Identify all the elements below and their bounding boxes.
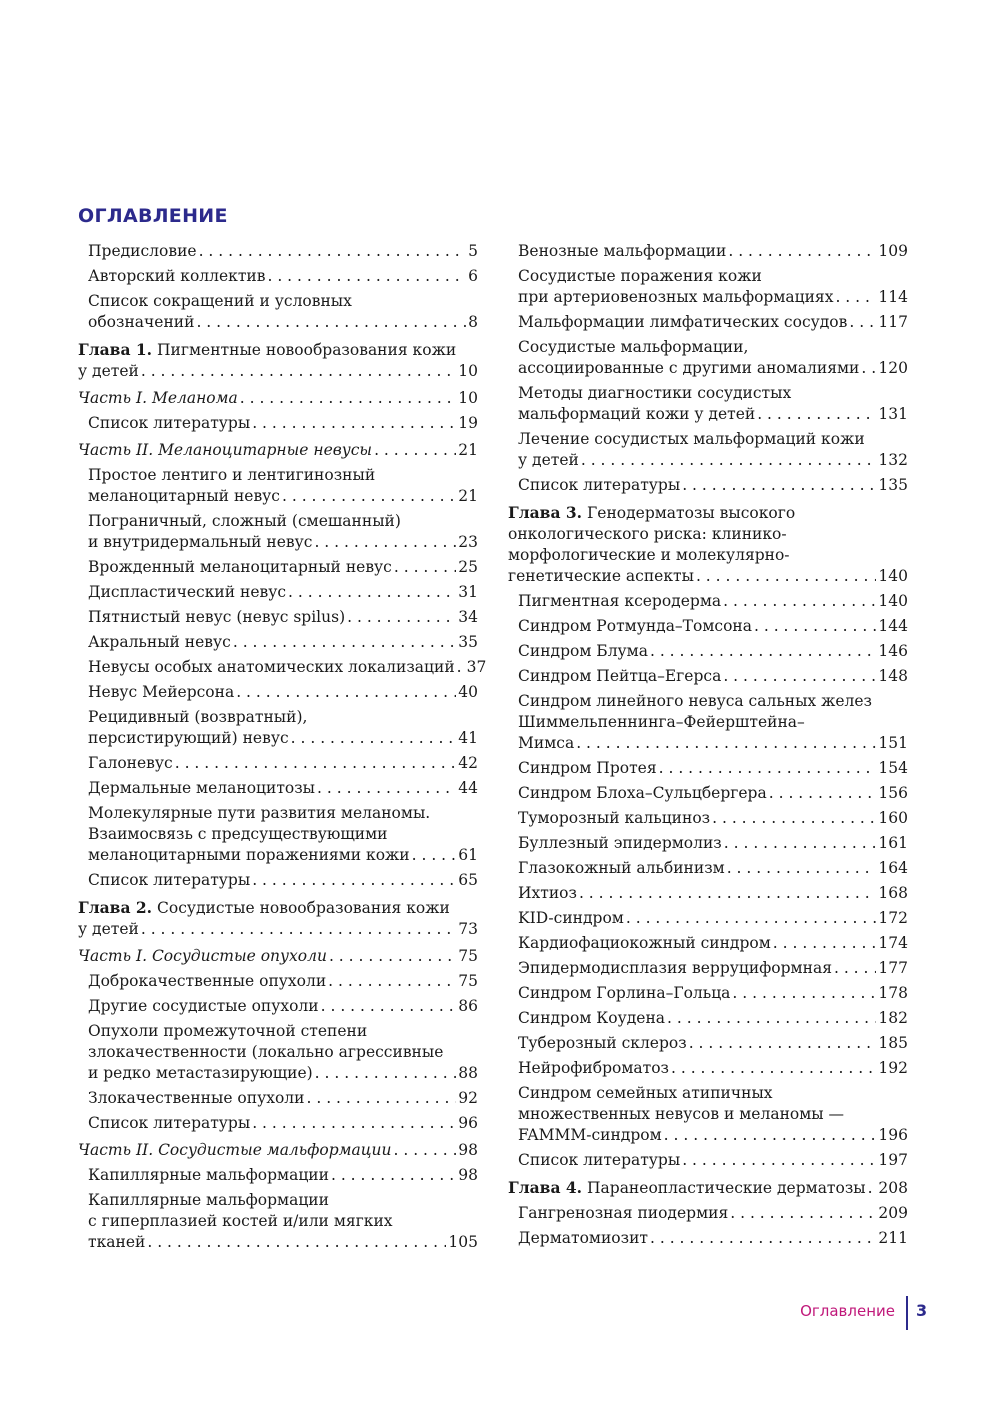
toc-entry[interactable] — [508, 241, 908, 262]
toc-entry[interactable] — [78, 465, 478, 507]
dot-leader — [712, 808, 876, 829]
toc-entry[interactable] — [78, 803, 478, 866]
dot-leader — [252, 870, 456, 891]
dot-leader — [754, 616, 876, 637]
toc-page-number: 135 — [878, 476, 908, 494]
toc-page-number: 192 — [878, 1059, 908, 1077]
toc-entry[interactable] — [508, 383, 908, 425]
toc-column-right — [508, 241, 908, 1253]
toc-entry[interactable] — [78, 971, 478, 992]
toc-page-number: 88 — [458, 1064, 478, 1082]
toc-page-number: 211 — [878, 1229, 908, 1247]
dot-leader — [306, 1088, 456, 1109]
toc-entry-text: Молекулярные пути развития меланомы. — [88, 804, 431, 822]
dot-leader — [626, 908, 877, 929]
toc-entry[interactable] — [508, 266, 908, 308]
toc-entry-text: Синдром Протея — [518, 759, 657, 777]
toc-page-number: 177 — [878, 959, 908, 977]
toc-entry-text: Список литературы — [518, 1151, 681, 1169]
dot-leader — [141, 919, 456, 940]
toc-entry-text: Часть I. Сосудистые опухоли — [78, 947, 327, 965]
toc-entry[interactable] — [508, 429, 908, 471]
toc-entry-text: Диспластический невус — [88, 583, 287, 601]
toc-entry-text: Синдром Ротмунда–Томсона — [518, 617, 752, 635]
toc-entry-text: Авторский коллектив — [88, 267, 266, 285]
toc-page-number: 8 — [468, 313, 478, 331]
toc-entry[interactable] — [78, 996, 478, 1017]
toc-entry-text: у детей — [78, 920, 139, 938]
toc-entry-text: Синдром Пейтца–Егерса — [518, 667, 722, 685]
toc-page-number: 65 — [458, 871, 478, 889]
toc-entry[interactable] — [78, 557, 478, 578]
toc-page-number: 140 — [878, 592, 908, 610]
dot-leader — [834, 958, 876, 979]
toc-entry[interactable] — [508, 691, 908, 754]
toc-entry-text: Капиллярные мальформации — [88, 1166, 329, 1184]
toc-entry-text: Список сокращений и условных — [88, 292, 352, 310]
toc-entry-text: Список литературы — [518, 476, 681, 494]
dot-leader — [732, 983, 876, 1004]
toc-page-number: 5 — [468, 242, 478, 260]
toc-entry[interactable] — [78, 266, 478, 287]
toc-entry[interactable] — [508, 908, 908, 929]
toc-entry[interactable] — [78, 870, 478, 891]
toc-entry[interactable] — [78, 607, 478, 628]
dot-leader — [374, 440, 456, 461]
dot-leader — [196, 312, 466, 333]
toc-entry-text: FAMMM-синдром — [518, 1126, 662, 1144]
toc-entry[interactable] — [78, 707, 478, 749]
dot-leader — [861, 358, 876, 379]
toc-entry-text: Эпидермодисплазия верруциформная — [518, 959, 832, 977]
dot-leader — [291, 728, 457, 749]
toc-entry[interactable] — [508, 1083, 908, 1146]
toc-entry-text: Дерматомиозит — [518, 1229, 648, 1247]
dot-leader — [581, 450, 877, 471]
toc-entry[interactable] — [508, 958, 908, 979]
toc-entry[interactable] — [78, 291, 478, 333]
dot-leader — [412, 845, 457, 866]
toc-entry[interactable] — [508, 758, 908, 779]
toc-entry-text: Лечение сосудистых мальформаций кожи — [518, 430, 865, 448]
toc-entry[interactable] — [508, 1203, 908, 1224]
dot-leader — [315, 1063, 457, 1084]
toc-entry[interactable] — [78, 241, 478, 262]
toc-page-number: 86 — [458, 997, 478, 1015]
dot-leader — [321, 996, 457, 1017]
toc-entry-text: и внутридермальный невус — [88, 533, 313, 551]
toc-entry-text: Пятнистый невус (невус spilus) — [88, 608, 346, 626]
toc-entry-text: Мимса — [518, 734, 575, 752]
toc-page-number: 19 — [458, 414, 478, 432]
toc-entry[interactable] — [508, 1058, 908, 1079]
toc-entry-text: Туберозный склероз — [518, 1034, 687, 1052]
toc-entry[interactable] — [508, 641, 908, 662]
toc-entry-text: у детей — [78, 362, 139, 380]
toc-entry-text: Часть II. Сосудистые мальформации — [78, 1141, 392, 1159]
toc-entry-text: с гиперплазией костей и/или мягких — [88, 1212, 393, 1230]
toc-page-number: 23 — [458, 533, 478, 551]
toc-entry[interactable] — [78, 1190, 478, 1253]
toc-page-number: 75 — [458, 947, 478, 965]
toc-entry-text: Врожденный меланоцитарный невус — [88, 558, 392, 576]
dot-leader — [252, 1113, 456, 1134]
toc-page-number: 146 — [878, 642, 908, 660]
toc-part-entry[interactable] — [78, 440, 478, 461]
dot-leader — [394, 557, 456, 578]
toc-entry-text: Шиммельпеннинга–Фейерштейна– — [518, 713, 805, 731]
dot-leader — [288, 582, 456, 603]
toc-entry[interactable] — [508, 933, 908, 954]
toc-entry-text: Доброкачественные опухоли — [88, 972, 327, 990]
dot-leader — [667, 1008, 876, 1029]
toc-entry-text: Пограничный, сложный (смешанный) — [88, 512, 401, 530]
toc-entry[interactable] — [508, 858, 908, 879]
dot-leader — [175, 753, 457, 774]
dot-leader — [328, 971, 456, 992]
dot-leader — [576, 733, 876, 754]
toc-entry-text: Буллезный эпидермолиз — [518, 834, 722, 852]
toc-page-number: 208 — [878, 1179, 908, 1197]
toc-page-number: 31 — [458, 583, 478, 601]
toc-page-number: 182 — [878, 1009, 908, 1027]
toc-page-number: 114 — [878, 288, 908, 306]
toc-page-number: 154 — [878, 759, 908, 777]
toc-page-number: 96 — [458, 1114, 478, 1132]
toc-entry[interactable] — [508, 1228, 908, 1249]
toc-page-number: 6 — [468, 267, 478, 285]
toc-entry-text: ассоциированные с другими аномалиями — [518, 359, 860, 377]
toc-entry-text: Глава 2. Сосудистые новообразования кожи — [78, 898, 450, 917]
dot-leader — [724, 833, 877, 854]
toc-page-number: 109 — [878, 242, 908, 260]
toc-entry-text: Глава 4. Паранеопластические дерматозы — [508, 1178, 866, 1197]
toc-entry[interactable] — [508, 666, 908, 687]
dot-leader — [347, 607, 456, 628]
toc-entry-text: Список литературы — [88, 1114, 251, 1132]
toc-page-number: 132 — [878, 451, 908, 469]
dot-leader — [723, 591, 876, 612]
dot-leader — [650, 641, 876, 662]
toc-entry[interactable] — [78, 778, 478, 799]
dot-leader — [252, 413, 456, 434]
footer-section-label: Оглавление — [800, 1302, 895, 1320]
toc-entry[interactable] — [78, 682, 478, 703]
toc-entry[interactable] — [78, 1113, 478, 1134]
toc-page-number: 168 — [878, 884, 908, 902]
toc-page-number: 120 — [878, 359, 908, 377]
toc-page-number: 35 — [458, 633, 478, 651]
toc-entry-text: Предисловие — [88, 242, 197, 260]
toc-part-entry[interactable] — [78, 1140, 478, 1161]
toc-entry-text: Глава 1. Пигментные новообразования кожи — [78, 340, 457, 359]
dot-leader — [282, 486, 456, 507]
dot-leader — [199, 241, 467, 262]
toc-page-number: 42 — [458, 754, 478, 772]
toc-entry-text: Мальформации лимфатических сосудов — [518, 313, 848, 331]
dot-leader — [394, 1140, 457, 1161]
toc-entry-text: Другие сосудистые опухоли — [88, 997, 319, 1015]
toc-entry-text: Невусы особых анатомических локализаций — [88, 658, 455, 676]
dot-leader — [773, 933, 877, 954]
chapter-label: Глава 2. — [78, 898, 153, 917]
toc-entry-text: персистирующий) невус — [88, 729, 289, 747]
toc-entry-text: Список литературы — [88, 871, 251, 889]
toc-entry[interactable] — [78, 413, 478, 434]
dot-leader — [723, 666, 876, 687]
toc-entry-text: меланоцитарный невус — [88, 487, 280, 505]
dot-leader — [728, 241, 876, 262]
toc-entry-text: тканей — [88, 1233, 146, 1251]
toc-entry[interactable] — [508, 1033, 908, 1054]
toc-page-number: 185 — [878, 1034, 908, 1052]
toc-page-number: 21 — [458, 441, 478, 459]
toc-page-number: 148 — [878, 667, 908, 685]
dot-leader — [682, 1150, 876, 1171]
toc-entry-text: генетические аспекты — [508, 567, 694, 585]
toc-entry-text: Туморозный кальциноз — [518, 809, 711, 827]
toc-chapter-entry[interactable] — [508, 1177, 908, 1199]
chapter-label: Глава 4. — [508, 1178, 583, 1197]
toc-entry[interactable] — [78, 632, 478, 653]
toc-page-number: 44 — [458, 779, 478, 797]
dot-leader — [664, 1125, 877, 1146]
toc-page-number: 144 — [878, 617, 908, 635]
toc-entry-text: Глазокожный альбинизм — [518, 859, 725, 877]
toc-entry-text: мальформаций кожи у детей — [518, 405, 756, 423]
toc-entry-text: Галоневус — [88, 754, 173, 772]
toc-entry[interactable] — [508, 591, 908, 612]
dot-leader — [730, 1203, 876, 1224]
dot-leader — [147, 1232, 446, 1253]
dot-leader — [671, 1058, 876, 1079]
toc-entry-text: Взаимосвязь с предсуществующими — [88, 825, 388, 843]
toc-page-number: 73 — [458, 920, 478, 938]
toc-entry-text: Пигментная ксеродерма — [518, 592, 722, 610]
toc-entry-text: Синдром семейных атипичных — [518, 1084, 773, 1102]
toc-page-number: 105 — [448, 1233, 478, 1251]
footer-divider — [906, 1296, 908, 1330]
toc-entry[interactable] — [508, 1150, 908, 1171]
dot-leader — [835, 287, 876, 308]
toc-page-number: 164 — [878, 859, 908, 877]
toc-entry-text: Простое лентиго и лентигинозный — [88, 466, 376, 484]
toc-entry-text: Злокачественные опухоли — [88, 1089, 305, 1107]
dot-leader — [141, 361, 456, 382]
toc-entry[interactable] — [508, 808, 908, 829]
toc-chapter-entry[interactable] — [78, 339, 478, 382]
toc-entry-text: онкологического риска: клинико- — [508, 525, 787, 543]
toc-entry-text: Синдром Блоха–Сульцбергера — [518, 784, 767, 802]
toc-entry-text: Акральный невус — [88, 633, 231, 651]
dot-leader — [457, 657, 465, 678]
toc-page-number: 161 — [878, 834, 908, 852]
toc-entry-text: Невус Мейерсона — [88, 683, 235, 701]
toc-entry-text: у детей — [518, 451, 579, 469]
toc-entry-text: KID-синдром — [518, 909, 624, 927]
dot-leader — [329, 946, 456, 967]
toc-entry[interactable] — [508, 883, 908, 904]
toc-page-number: 21 — [458, 487, 478, 505]
toc-page-number: 131 — [878, 405, 908, 423]
dot-leader — [769, 783, 877, 804]
toc-entry[interactable] — [508, 475, 908, 496]
toc-page-number: 34 — [458, 608, 478, 626]
toc-entry[interactable] — [78, 1165, 478, 1186]
toc-page-number: 75 — [458, 972, 478, 990]
toc-entry-text: Капиллярные мальформации — [88, 1191, 329, 1209]
toc-column-left — [78, 241, 487, 1257]
page-number: 3 — [916, 1301, 928, 1320]
toc-entry-text: Глава 3. Генодерматозы высокого — [508, 503, 796, 522]
toc-entry-text: Синдром Горлина–Гольца — [518, 984, 731, 1002]
toc-chapter-entry[interactable] — [508, 502, 908, 587]
toc-page-number: 98 — [458, 1141, 478, 1159]
toc-entry[interactable] — [78, 582, 478, 603]
toc-entry-text: Сосудистые поражения кожи — [518, 267, 762, 285]
toc-page-number: 178 — [878, 984, 908, 1002]
toc-page-number: 37 — [466, 658, 487, 676]
toc-entry-text: и редко метастазирующие) — [88, 1064, 313, 1082]
toc-page-number: 160 — [878, 809, 908, 827]
dot-leader — [682, 475, 876, 496]
dot-leader — [233, 632, 456, 653]
dot-leader — [689, 1033, 877, 1054]
chapter-label: Глава 1. — [78, 340, 153, 359]
toc-entry-text: злокачественности (локально агрессивные — [88, 1043, 444, 1061]
toc-entry-text: Гангренозная пиодермия — [518, 1204, 729, 1222]
toc-entry-text: Опухоли промежуточной степени — [88, 1022, 368, 1040]
toc-entry-text: морфологические и молекулярно- — [508, 546, 790, 564]
toc-page-number: 174 — [878, 934, 908, 952]
toc-page-number: 156 — [878, 784, 908, 802]
toc-entry-text: Рецидивный (возвратный), — [88, 708, 308, 726]
toc-entry-text: Дермальные меланоцитозы — [88, 779, 316, 797]
toc-entry-text: Кардиофациокожный синдром — [518, 934, 771, 952]
toc-page-number: 41 — [458, 729, 478, 747]
toc-part-entry[interactable] — [78, 388, 478, 409]
toc-page-number: 172 — [878, 909, 908, 927]
dot-leader — [240, 388, 457, 409]
toc-entry-text: при артериовенозных мальформациях — [518, 288, 834, 306]
toc-page-number: 10 — [458, 389, 478, 407]
toc-entry-text: Нейрофиброматоз — [518, 1059, 669, 1077]
dot-leader — [849, 312, 876, 333]
page-footer — [780, 1296, 940, 1330]
toc-entry[interactable] — [78, 511, 478, 553]
dot-leader — [579, 883, 876, 904]
toc-entry[interactable] — [78, 1088, 478, 1109]
toc-entry-text: Синдром Блума — [518, 642, 648, 660]
toc-title: ОГЛАВЛЕНИЕ — [78, 205, 228, 227]
toc-entry-text: Ихтиоз — [518, 884, 577, 902]
toc-entry-text: Часть I. Меланома — [78, 389, 238, 407]
toc-entry-text: Венозные мальформации — [518, 242, 727, 260]
toc-entry[interactable] — [508, 833, 908, 854]
toc-page-number: 10 — [458, 362, 478, 380]
dot-leader — [650, 1228, 876, 1249]
toc-entry[interactable] — [78, 657, 487, 678]
toc-page-number: 25 — [458, 558, 478, 576]
dot-leader — [696, 566, 876, 587]
toc-page-number: 92 — [458, 1089, 478, 1107]
toc-entry-text: Методы диагностики сосудистых — [518, 384, 792, 402]
dot-leader — [314, 532, 456, 553]
dot-leader — [659, 758, 877, 779]
dot-leader — [331, 1165, 456, 1186]
toc-page-number: 117 — [878, 313, 908, 331]
toc-page-number: 40 — [458, 683, 478, 701]
toc-page-number: 209 — [878, 1204, 908, 1222]
toc-page-number: 197 — [878, 1151, 908, 1169]
toc-entry[interactable] — [508, 616, 908, 637]
toc-page-number: 140 — [878, 567, 908, 585]
toc-entry-text: Список литературы — [88, 414, 251, 432]
dot-leader — [236, 682, 456, 703]
toc-page-number: 61 — [458, 846, 478, 864]
toc-entry[interactable] — [78, 753, 478, 774]
chapter-label: Глава 3. — [508, 503, 583, 522]
toc-page-number: 151 — [878, 734, 908, 752]
toc-entry[interactable] — [508, 337, 908, 379]
dot-leader — [317, 778, 456, 799]
toc-part-entry[interactable] — [78, 946, 478, 967]
toc-entry-text: меланоцитарными поражениями кожи — [88, 846, 410, 864]
toc-entry-text: обозначений — [88, 313, 195, 331]
toc-entry[interactable] — [78, 1021, 478, 1084]
toc-entry-text: Часть II. Меланоцитарные невусы — [78, 441, 373, 459]
dot-leader — [868, 1178, 877, 1199]
toc-entry-text: Сосудистые мальформации, — [518, 338, 749, 356]
toc-page-number: 98 — [458, 1166, 478, 1184]
dot-leader — [757, 404, 876, 425]
toc-page-number: 196 — [878, 1126, 908, 1144]
toc-entry-text: множественных невусов и меланомы — — [518, 1105, 845, 1123]
dot-leader — [267, 266, 466, 287]
toc-entry[interactable] — [508, 1008, 908, 1029]
toc-entry[interactable] — [508, 312, 908, 333]
dot-leader — [727, 858, 877, 879]
toc-chapter-entry[interactable] — [78, 897, 478, 940]
toc-entry-text: Синдром линейного невуса сальных желез — [518, 692, 873, 710]
toc-entry[interactable] — [508, 983, 908, 1004]
toc-entry[interactable] — [508, 783, 908, 804]
toc-entry-text: Синдром Коудена — [518, 1009, 666, 1027]
